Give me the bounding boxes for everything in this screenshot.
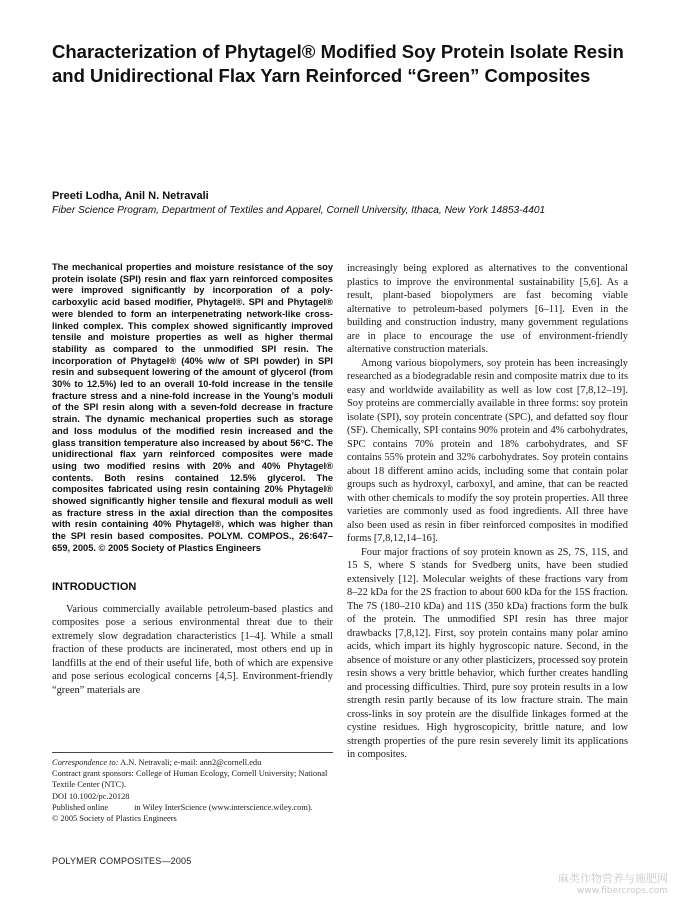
correspondence-text: A.N. Netravali; e-mail: ann2@cornell.edu bbox=[118, 758, 262, 767]
footnotes bbox=[52, 752, 333, 824]
footnote-correspondence bbox=[52, 757, 333, 768]
body-paragraph-2: Among various biopolymers, soy protein has been increasingly researched as a biodegradable resin and composite matrix due to its easy and worldwide availability as well as low cost [7,8,12–19]. Soy proteins are commercially available in three forms: soy protein isolate (SPI), soy protein concentrate (SPC), and defatted soy flour (SF). Chemically, SPI contains 90% protein and 4% carbohydrates, SPC contains 70% protein and 18% carbohydrates, and SF contains 55% protein and 32% carbohydrates. Soy protein contains about 18 different amino acids, including some that contain polar groups such as hydroxyl, carboxyl, and amine, that can be reacted with other chemicals to modify the soy protein properties. All three varieties are commonly used as food ingredients. All three have also been used as resin in fiber reinforced composites in modified forms [7,8,12,14–16]. bbox=[347, 357, 628, 544]
right-column bbox=[347, 262, 628, 762]
watermark-url: www.fibercrops.com bbox=[577, 886, 668, 896]
footnote-published bbox=[52, 802, 333, 813]
body-paragraph-1: increasingly being explored as alternatives to the conventional plastics to improve the environmental sustainability [5,6]. As a result, plant-based biopolymers are fast becoming viable alternative to petroleum-based polymers [6–11]. Even in the building and construction industry, many government regulations are in place to encourage the use of environment-friendly alternative construction materials. bbox=[347, 263, 628, 355]
watermark bbox=[558, 872, 668, 897]
journal-footer: POLYMER COMPOSITES—2005 bbox=[52, 856, 192, 866]
affiliation: Fiber Science Program, Department of Textiles and Apparel, Cornell University, Ithaca, New York 14853-4401 bbox=[52, 205, 546, 216]
published-text: in Wiley InterScience (www.interscience.wiley.com). bbox=[134, 802, 313, 812]
paper-title: Characterization of Phytagel® Modified Soy Protein Isolate Resin and Unidirectional Flax Yarn Reinforced “Green” Composites bbox=[52, 41, 624, 86]
abstract: The mechanical properties and moisture resistance of the soy protein isolate (SPI) resin and flax yarn reinforced composites were improved significantly by incorporation of a poly-carboxylic acid based modifier, Phytagel®. SPI and Phytagel® were blended to form an interpenetrating network-like cross-linked complex. This complex showed significantly improved tensile and moisture properties as well as higher thermal stability as compared to the unmodified SPI resin. The incorporation of Phytagel® (40% w/w of SPI powder) in SPI resin and subsequent lowering of the amount of glycerol (from 30% to 12.5%) led to an overall 10-fold increase in the tensile fracture stress and a nine-fold increase in the Young’s moduli of the SPI resin along with a seven-fold decrease in fracture strain. The dynamic mechanical properties such as storage and loss modulus of the modified resin increased and the glass transition temperature also increased by about 56°C. The unidirectional flax yarn reinforced composites were made using two modified resins with 20% and 40% Phytagel® contents. Both resins contained 12.5% glycerol. The composites fabricated using resin containing 20% Phytagel® showed significantly higher tensile and flexural moduli as well as fracture stress in the axial direction than the composites with resin containing 40% Phytagel®, which was higher than the SPI resin based composites. POLYM. COMPOS., 26:647–659, 2005. © 2005 Society of Plastics Engineers bbox=[52, 262, 333, 553]
published-label: Published online bbox=[52, 802, 109, 812]
watermark-chinese-text: 麻类作物营养与施肥网 bbox=[558, 872, 668, 885]
footnote-grant: Contract grant sponsors: College of Human Ecology, Cornell University; National Textile Center (NTC). bbox=[52, 769, 328, 790]
body-paragraph-3: Four major fractions of soy protein known as 2S, 7S, 11S, and 15 S, where S stands for Svedberg units, have been studied extensively [12]. Molecular weights of these fractions vary from 8–22 kDa for the 2S fraction to about 600 kDa for the 15S fraction. The 7S (180–210 kDa) and 11S (350 kDa) fractions form the bulk of the protein. The unmodified SPI resin has three major drawbacks [7,8,12]. First, soy protein contains many polar amino acids, which impart its highly hygroscopic nature. Second, in the absence of moisture or any other plasticizers, processed soy protein resin shows a very brittle behavior, which further creates handling and processing difficulties. Third, pure soy protein results in a low strength resin partly because of its low fracture strain. The main cross-links in soy protein are the disulfide linkages formed at the cystine residues. High hygroscopicity, brittle nature, and low strength properties of the pure resin severely limit its applications in composites. bbox=[347, 546, 628, 760]
authors: Preeti Lodha, Anil N. Netravali bbox=[52, 190, 209, 202]
footnote-doi: DOI 10.1002/pc.20128 bbox=[52, 791, 130, 801]
footnote-copyright: © 2005 Society of Plastics Engineers bbox=[52, 814, 177, 824]
intro-paragraph: Various commercially available petroleum-based plastics and composites pose a serious environmental threat due to their extremely slow degradation characteristics [1–4]. While a small fraction of these products are incinerated, most others end up in landfills at the end of their useful life, both of which are expensive and pose serious ecological concerns [4,5]. Environment-friendly “green” materials are bbox=[52, 603, 333, 696]
section-heading-introduction: INTRODUCTION bbox=[52, 580, 137, 593]
left-column bbox=[52, 262, 333, 697]
correspondence-label: Correspondence to: bbox=[52, 758, 119, 767]
